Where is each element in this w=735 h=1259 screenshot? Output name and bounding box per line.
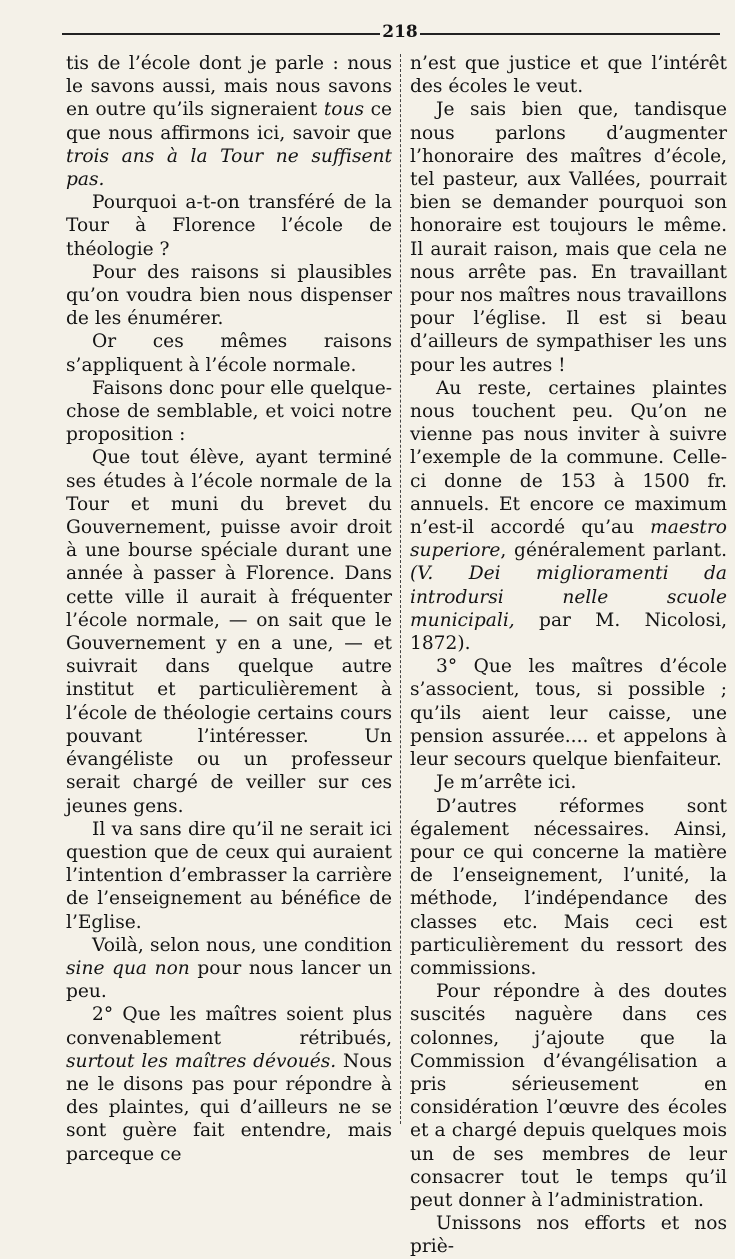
paragraph [410, 377, 727, 655]
paragraph-text: Or ces mêmes raisons s’appliquent à l’école normale. [66, 331, 392, 376]
paragraph-text: Nous ne le disons pas pour répondre à des plaintes, qui d’ailleurs ne se sont guère fait entendre, mais parceque ce [66, 1050, 392, 1165]
paragraph-text: tis de l’école dont je parle : nous le savons aussi, mais nous savons en outre qu’ils signeraient [66, 53, 392, 121]
paragraph-text: Pourquoi a-t-on transféré de la Tour à Florence l’école de théologie ? [66, 192, 392, 260]
paragraph [410, 98, 727, 376]
paragraph [410, 655, 727, 771]
paragraph [410, 771, 727, 794]
paragraph [410, 980, 727, 1212]
right-column [410, 52, 727, 1259]
paragraph [66, 191, 392, 261]
paragraph-text: Je sais bien que, tandisque nous parlons d’augmenter l’honoraire des maîtres d’école, tel pasteur, aux Vallées, pourrait bien se demander pourquoi son honoraire est toujours le même. Il aurait raison, mais que cela ne nous arrête pas. En travaillant pour nos maîtres nous travaillons pour l’église. Il est si beau d’ailleurs de sympathiser les uns pour les autres ! [410, 99, 727, 376]
italic-text: maestro superiore [410, 517, 727, 562]
paragraph-text: n’est que justice et que l’intérêt des écoles le veut. [410, 53, 727, 98]
paragraph [66, 330, 392, 376]
header-rule-right [420, 33, 720, 35]
paragraph-text: Je m’arrête ici. [436, 772, 577, 794]
paragraph [66, 446, 392, 817]
paragraph-text: Pour des raisons si plausibles qu’on voudra bien nous dispenser de les énumérer. [66, 261, 392, 330]
paragraph-text: Pour répondre à des doutes suscités naguère dans ces colonnes, j’ajoute que la Commission d’évangélisation a pris sérieusement en considération l’œuvre des écoles et a chargé depuis quelques mois un de ses membres de leur consacrer tout le temps qu’il peut donner à l’administration. [410, 981, 727, 1211]
header-rule-left [62, 33, 384, 35]
paragraph-text: Que tout élève, ayant terminé ses études à l’école normale de la Tour et muni du brevet du Gouvernement, puisse avoir droit à une bourse spéciale durant une année à passer à Florence. Dans cette ville il aurait à fréquenter l’école normale, — on sait que le Gouvernement y en a une, — et suivrait dans quelque autre institut et particulièrement à l’école de théologie certains cours pouvant l’intéresser. Un évangéliste ou un professeur serait chargé de veiller sur ces jeunes gens. [66, 447, 392, 817]
paragraph-text: pour nous lancer un peu. [66, 957, 392, 1003]
paragraph [410, 795, 727, 981]
paragraph-text: Voilà, selon nous, une condition [92, 934, 392, 956]
paragraph-text: par M. Nicolosi, 1872). [410, 609, 727, 655]
left-column [66, 52, 392, 1166]
italic-text: (V. Dei miglioramenti da introdursi nelle scuole municipali, [410, 563, 727, 631]
paragraph-text: 3° Que les maîtres d’école s’associent, tous, si possible ; qu’ils aient leur caisse, une pension assurée.... et appelons à leur secours quelque bienfaiteur. [410, 656, 727, 771]
paragraph [66, 377, 392, 447]
paragraph-text: , généralement parlant. [500, 540, 727, 562]
italic-text: surtout les maîtres dévoués. [66, 1050, 337, 1072]
paragraph-text: ce que nous affirmons ici, savoir que [66, 99, 392, 144]
italic-text: tous [323, 99, 364, 121]
paragraph [410, 1212, 727, 1258]
paragraph [66, 818, 392, 934]
paragraph [66, 52, 392, 191]
paragraph [66, 934, 392, 1004]
paragraph-text: Unissons nos efforts et nos priè- [410, 1213, 727, 1258]
paragraph [66, 1003, 392, 1165]
paragraph-text: D’autres réformes sont également nécessaires. Ainsi, pour ce qui concerne la matière de l’enseignement, l’unité, la méthode, l’indépendance des classes etc. Mais ceci est particulièrement du ressort des commissions. [410, 795, 727, 979]
page-header [58, 18, 735, 46]
paragraph-text: 2° Que les maîtres soient plus convenablement rétribués, [66, 1004, 392, 1049]
italic-text: sine qua non [66, 957, 190, 979]
page-number: 218 [380, 22, 420, 42]
paragraph-text: Au reste, certaines plaintes nous touchent peu. Qu’on ne vienne pas nous inviter à suivre l’exemple de la commune. Celle-ci donne de 153 à 1500 fr. annuels. Et encore ce maximum n’est-il accordé qu’au [410, 377, 727, 539]
paragraph-text: Il va sans dire qu’il ne serait ici question que de ceux qui auraient l’intention d’embrasser la carrière de l’enseignement au bénéfice de l’Eglise. [66, 818, 392, 933]
italic-text: trois ans à la Tour ne suffisent pas. [66, 145, 392, 191]
paragraph [410, 52, 727, 98]
paragraph-text: Faisons donc pour elle quelque-chose de semblable, et voici notre proposition : [66, 377, 392, 446]
column-divider [400, 54, 401, 1124]
paragraph [66, 261, 392, 331]
